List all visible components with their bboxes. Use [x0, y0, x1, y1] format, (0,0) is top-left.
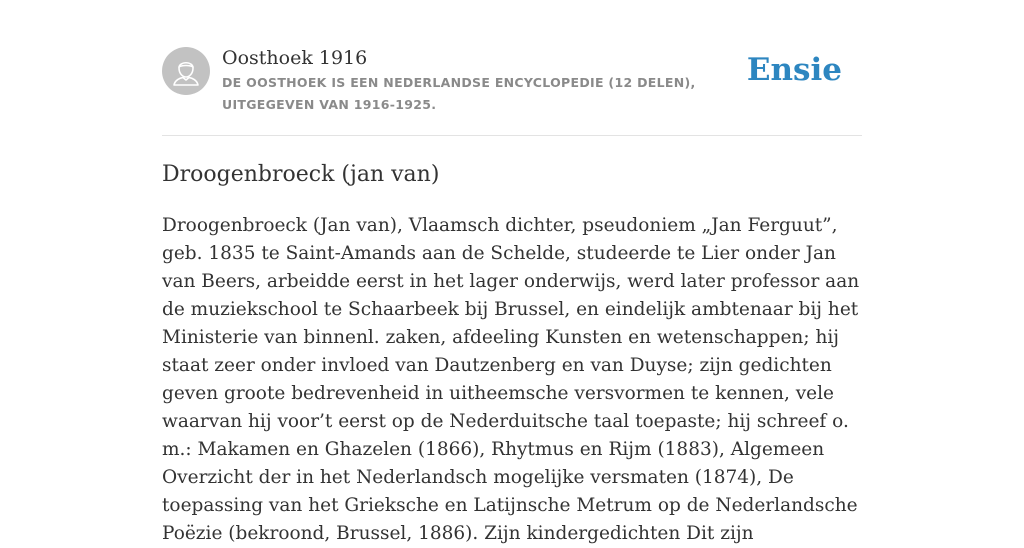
user-silhouette-icon — [162, 47, 210, 95]
source-info — [222, 44, 762, 116]
avatar[interactable] — [162, 47, 210, 95]
ensie-logo[interactable]: Ensie — [746, 52, 842, 88]
source-title-link[interactable]: Oosthoek 1916 — [222, 47, 368, 69]
source-description: DE OOSTHOEK IS EEN NEDERLANDSE ENCYCLOPEDIE (12 DELEN), UITGEGEVEN VAN 1916-1925. — [222, 75, 696, 112]
source-header — [162, 0, 862, 136]
entry-title: Droogenbroeck (jan van) — [162, 162, 440, 187]
entry-body: Droogenbroeck (Jan van), Vlaamsch dichter, pseudoniem „Jan Ferguut”, geb. 1835 te Saint-Amands aan de Schelde, studeerde te Lier onder Jan van Beers, arbeidde eerst in het lager onderwijs, werd later professor aan de muziekschool te Schaarbeek bij Brussel, en eindelijk ambtenaar bij het Ministerie van binnenl. zaken, afdeeling Kunsten en wetenschappen; hij staat zeer onder invloed van Dautzenberg en van Duyse; zijn gedichten geven groote bedrevenheid in uitheemsche versvormen te kennen, vele waarvan hij voor’t eerst op de Nederduitsche taal toepaste; hij schreef o. m.: Makamen en Ghazelen (1866), Rhytmus en Rijm (1883), Algemeen Overzicht der in het Nederlandsch mogelijke versmaten (1874), De toepassing van het Grieksche en Latijnsche Metrum op de Nederlandsche Poëzie (bekroond, Brussel, 1886). Zijn kindergedichten Dit zijn — [162, 215, 860, 544]
page-container — [162, 0, 862, 544]
